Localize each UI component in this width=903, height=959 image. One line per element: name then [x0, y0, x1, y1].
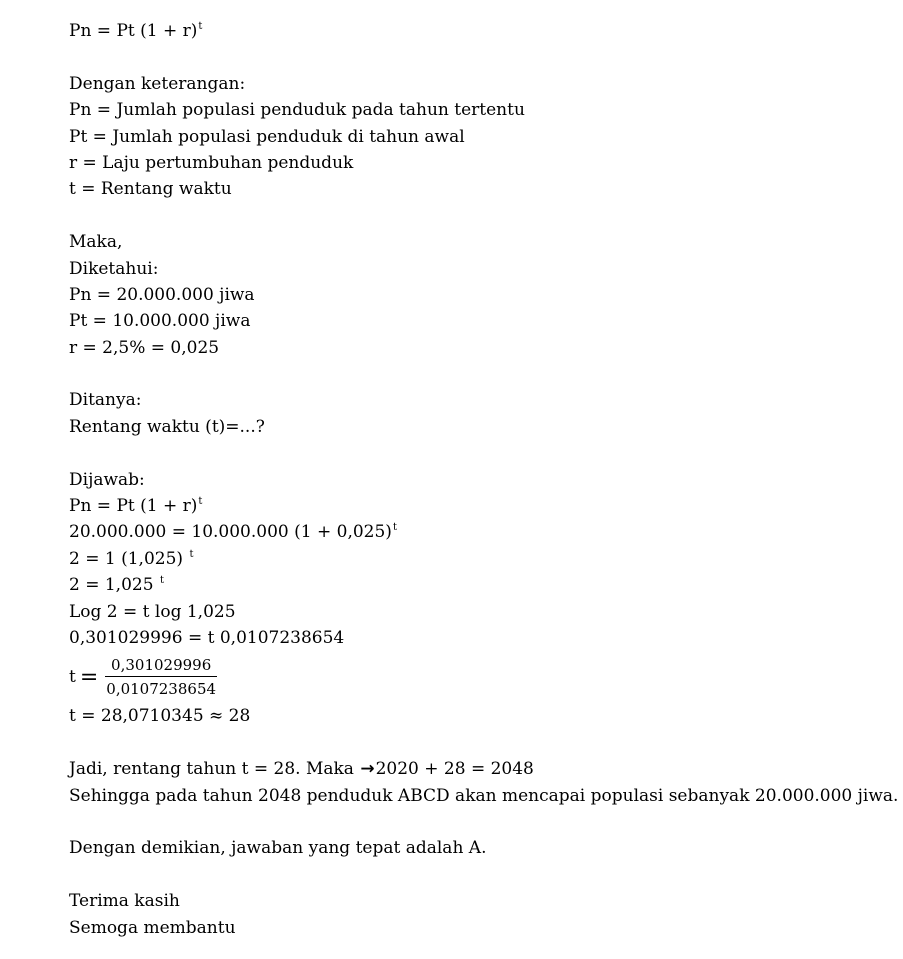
kesimpulan-line-2: Sehingga pada tahun 2048 penduduk ABCD akan mencapai populasi sebanyak 20.000.000 jiwa.	[69, 785, 899, 806]
dijawab-result: t = 28,0710345 ≈ 28	[69, 706, 251, 727]
spacer	[69, 862, 889, 888]
closing-wish: Semoga membantu	[69, 917, 236, 938]
ditanya-question: Rentang waktu (t)=...?	[69, 416, 265, 437]
fraction-lhs: t	[69, 667, 76, 688]
spacer	[69, 730, 889, 756]
step-1-base: Pn = Pt (1 + r)	[69, 496, 198, 517]
step-3-exponent: t	[189, 548, 194, 560]
formula-exponent: t	[198, 21, 203, 32]
fraction-denominator: 0,0107238654	[106, 680, 217, 699]
ditanya-heading: Ditanya:	[69, 390, 142, 411]
maka-text: Maka,	[69, 232, 123, 253]
step-2-exponent: t	[392, 522, 397, 534]
keterangan-heading: Dengan keterangan:	[69, 73, 246, 94]
right-arrow-icon: →	[360, 759, 375, 780]
document-body	[69, 18, 899, 941]
dijawab-step-6: 0,301029996 = t 0,0107238654	[69, 627, 345, 648]
dijawab-step-4	[69, 572, 889, 598]
spacer	[69, 203, 889, 229]
dijawab-heading: Dijawab:	[69, 469, 145, 490]
dijawab-step-1	[69, 493, 889, 519]
formula-base: Pn = Pt (1 + r)	[69, 21, 198, 41]
dijawab-step-3	[69, 546, 889, 572]
step-4-exponent: t	[159, 575, 164, 587]
closing-thanks: Terima kasih	[69, 891, 180, 912]
step-2-base: 20.000.000 = 10.000.000 (1 + 0,025)	[69, 522, 392, 543]
dijawab-step-2	[69, 519, 889, 545]
keterangan-item-r: r = Laju pertumbuhan penduduk	[69, 152, 354, 173]
spacer	[69, 361, 889, 387]
keterangan-item-pt: Pt = Jumlah populasi penduduk di tahun awal	[69, 126, 465, 147]
keterangan-item-t: t = Rentang waktu	[69, 179, 232, 200]
final-answer: Dengan demikian, jawaban yang tepat adalah A.	[69, 838, 487, 859]
spacer	[69, 44, 889, 70]
diketahui-item-r: r = 2,5% = 0,025	[69, 337, 220, 358]
kesimpulan-suffix: 2020 + 28 = 2048	[375, 759, 534, 780]
diketahui-item-pn: Pn = 20.000.000 jiwa	[69, 284, 255, 305]
diketahui-heading: Diketahui:	[69, 258, 159, 279]
step-1-exponent: t	[198, 496, 203, 508]
formula-line	[69, 18, 889, 44]
fraction-equation	[69, 651, 889, 703]
fraction	[104, 655, 218, 699]
keterangan-item-pn: Pn = Jumlah populasi penduduk pada tahun tertentu	[69, 100, 525, 121]
step-3-base: 2 = 1 (1,025)	[69, 548, 184, 569]
kesimpulan-prefix: Jadi, rentang tahun t = 28. Maka	[69, 759, 354, 780]
dijawab-step-5: Log 2 = t log 1,025	[69, 601, 236, 622]
spacer	[69, 809, 889, 835]
diketahui-item-pt: Pt = 10.000.000 jiwa	[69, 311, 251, 332]
kesimpulan-line-1	[69, 756, 889, 782]
fraction-numerator: 0,301029996	[111, 656, 212, 675]
step-4-base: 2 = 1,025	[69, 575, 154, 596]
fraction-equals-sign: =	[79, 664, 99, 690]
spacer	[69, 440, 889, 466]
